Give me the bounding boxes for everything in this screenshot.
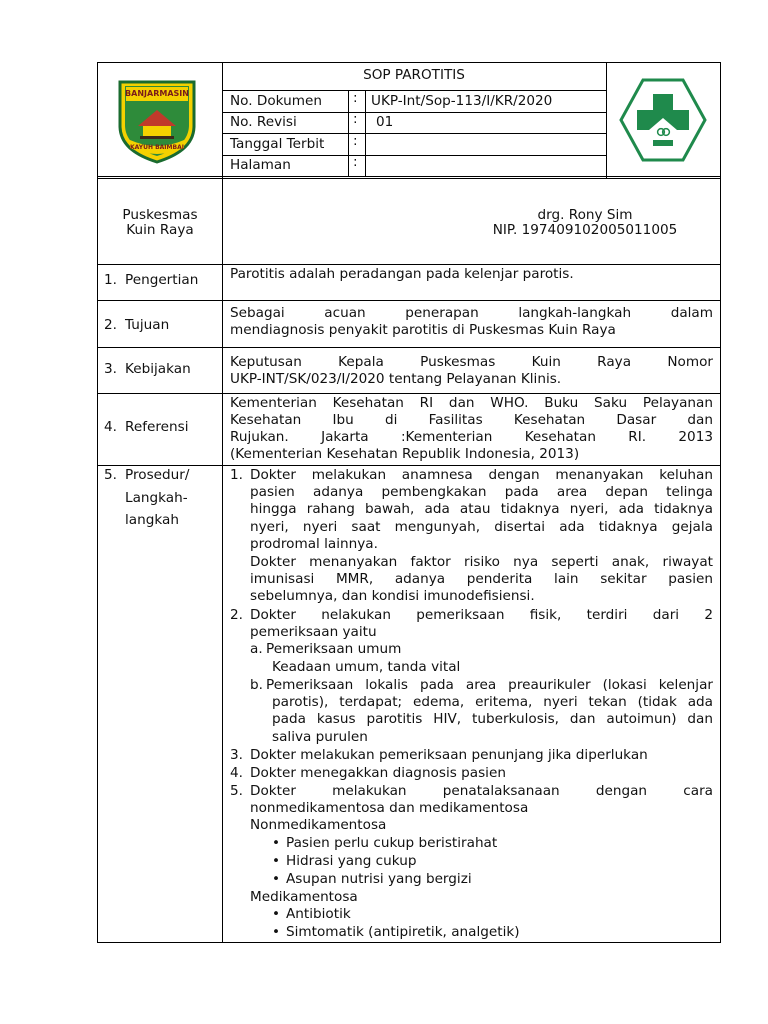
- doc-number-sep: :: [353, 90, 358, 106]
- section-number: 3.: [104, 361, 117, 377]
- subheading-nonmedikamentosa: Nonmedikamentosa: [250, 817, 387, 833]
- step-text-line: nonmedikamentosa dan medikamentosa: [250, 800, 529, 816]
- section-label: Prosedur/: [125, 467, 190, 483]
- page-label: Halaman: [230, 157, 291, 173]
- issue-date-sep: :: [353, 133, 358, 149]
- section-text-line: (Kementerian Kesehatan Republik Indonesia, 2013): [230, 446, 580, 462]
- step-text-line: hingga rahang bawah, ada atau tidaknya nyeri, ada tidaknya: [250, 501, 713, 517]
- section-text-line: Sebagai acuan penerapan langkah-langkah dalam: [230, 305, 713, 321]
- step-text-line: pemeriksaan yaitu: [250, 624, 377, 640]
- bullet-icon: •: [272, 835, 281, 851]
- section-text: Parotitis adalah peradangan pada kelenjar parotis.: [230, 266, 574, 282]
- revision-sep: :: [353, 111, 358, 127]
- substep-text-line: saliva purulen: [272, 729, 368, 745]
- step-text-line: Dokter menanyakan faktor risiko nya seperti anak, riwayat: [250, 554, 713, 570]
- section-number: 1.: [104, 272, 117, 288]
- document-title: SOP PAROTITIS: [363, 67, 465, 83]
- section-label: Kebijakan: [125, 361, 191, 377]
- substep-text-line: pada kasus parotitis HIV, tuberkulosis, dan autoimun) dan: [272, 711, 713, 727]
- section-label: langkah: [125, 512, 179, 528]
- list-item: Asupan nutrisi yang bergizi: [286, 871, 472, 887]
- substep-letter: a.: [250, 641, 263, 657]
- section-label: Tujuan: [125, 317, 170, 333]
- section-label: Langkah-: [125, 490, 188, 506]
- list-item: Antibiotik: [286, 906, 351, 922]
- step-number: 2.: [230, 607, 243, 623]
- revision-value: 01: [376, 114, 394, 130]
- list-item: Pasien perlu cukup beristirahat: [286, 835, 498, 851]
- section-text-line: Kementerian Kesehatan RI dan WHO. Buku Saku Pelayanan: [230, 395, 713, 411]
- bullet-icon: •: [272, 924, 281, 940]
- doc-number-value: UKP-Int/Sop-113/I/KR/2020: [371, 93, 553, 109]
- section-label: Pengertian: [125, 272, 199, 288]
- section-number: 2.: [104, 317, 117, 333]
- step-text-line: Dokter melakukan anamnesa dengan menanyakan keluhan: [250, 467, 713, 483]
- substep-text-line: Pemeriksaan lokalis pada area preaurikuler (lokasi kelenjar: [266, 677, 713, 693]
- revision-label: No. Revisi: [230, 114, 297, 130]
- issue-date-label: Tanggal Terbit: [230, 136, 325, 152]
- step-text: Dokter melakukan pemeriksaan penunjang jika diperlukan: [250, 747, 648, 763]
- list-item: Simtomatik (antipiretik, analgetik): [286, 924, 520, 940]
- section-text-line: mendiagnosis penyakit parotitis di Puskesmas Kuin Raya: [230, 322, 616, 338]
- section-label: Referensi: [125, 419, 189, 435]
- subheading-medikamentosa: Medikamentosa: [250, 889, 358, 905]
- step-text-line: prodromal lainnya.: [250, 536, 378, 552]
- list-item: Hidrasi yang cukup: [286, 853, 417, 869]
- step-text-line: Dokter melakukan penatalaksanaan dengan cara: [250, 783, 713, 799]
- section-text-line: Kesehatan Ibu di Fasilitas Kesehatan Dasar dan: [230, 412, 713, 428]
- section-number: 5.: [104, 467, 117, 483]
- puskesmas-logo: [619, 78, 707, 162]
- section-text-line: Rujukan. Jakarta :Kementerian Kesehatan RI. 2013: [230, 429, 713, 445]
- step-text-line: nyeri, nyeri saat mengunyah, disertai ada tidaknya gejala: [250, 519, 713, 535]
- bullet-icon: •: [272, 871, 281, 887]
- substep-title: Pemeriksaan umum: [266, 641, 402, 657]
- bullet-icon: •: [272, 906, 281, 922]
- step-number: 4.: [230, 765, 243, 781]
- substep-text: Keadaan umum, tanda vital: [272, 659, 461, 675]
- step-text-line: pasien adanya pembengkakan pada area depan telinga: [250, 484, 713, 500]
- crest-bottom-text: KAYUH BAIMBAI: [130, 144, 184, 151]
- section-text-line: UKP-INT/SK/023/I/2020 tentang Pelayanan Klinis.: [230, 371, 562, 387]
- page-sep: :: [353, 154, 358, 170]
- crest-top-text: BANJARMASIN: [125, 89, 189, 98]
- step-text: Dokter menegakkan diagnosis pasien: [250, 765, 506, 781]
- signatory-name: drg. Rony Sim: [537, 207, 633, 223]
- step-number: 3.: [230, 747, 243, 763]
- bullet-icon: •: [272, 853, 281, 869]
- section-number: 4.: [104, 419, 117, 435]
- signatory-nip: NIP. 197409102005011005: [492, 222, 678, 238]
- doc-number-label: No. Dokumen: [230, 93, 322, 109]
- substep-letter: b.: [250, 677, 263, 693]
- substep-text-line: parotis), terdapat; edema, eritema, nyeri tekan (tidak ada: [272, 694, 713, 710]
- section-text-line: Keputusan Kepala Puskesmas Kuin Raya Nomor: [230, 354, 713, 370]
- organization-line1: Puskesmas: [122, 207, 198, 223]
- step-text-line: sebelumnya, dan kondisi imunodefisiensi.: [250, 588, 535, 604]
- step-text-line: Dokter nelakukan pemeriksaan fisik, terdiri dari 2: [250, 607, 713, 623]
- step-text-line: imunisasi MMR, adanya penderita lain sekitar pasien: [250, 571, 713, 587]
- step-number: 1.: [230, 467, 243, 483]
- banjarmasin-crest-logo: [116, 78, 198, 164]
- step-number: 5.: [230, 783, 243, 799]
- organization-line2: Kuin Raya: [126, 222, 194, 238]
